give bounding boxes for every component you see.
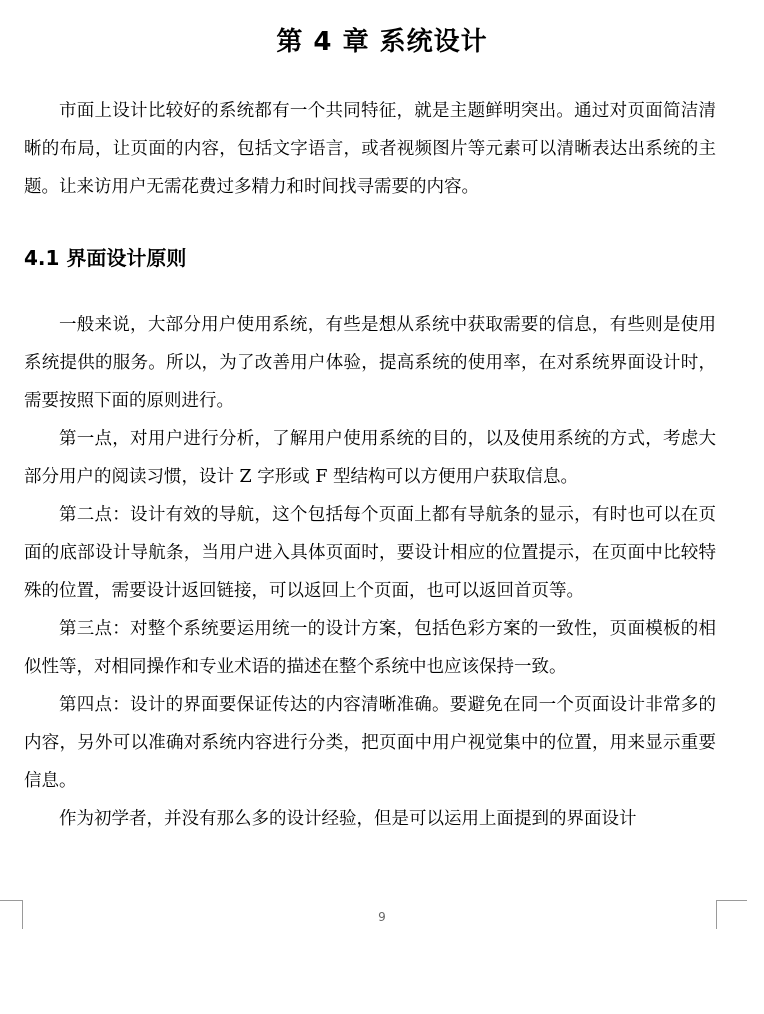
body-paragraph: 第三点：对整个系统要运用统一的设计方案，包括色彩方案的一致性，页面模板的相似性等，对相同操作和专业术语的描述在整个系统中也应该保持一致。 — [24, 619, 716, 677]
page-number: 9 — [378, 910, 386, 924]
body-paragraph: 一般来说，大部分用户使用系统，有些是想从系统中获取需要的信息，有些则是使用系统提供的服务。所以，为了改善用户体验，提高系统的使用率，在对系统界面设计时，需要按照下面的原则进行。 — [24, 315, 716, 411]
body-paragraph: 第四点：设计的界面要保证传达的内容清晰准确。要避免在同一个页面设计非常多的内容，另外可以准确对系统内容进行分类，把页面中用户视觉集中的位置，用来显示重要信息。 — [24, 695, 716, 791]
section-heading: 4.1 界面设计原则 — [24, 246, 187, 270]
section-body — [24, 306, 716, 838]
body-paragraph: 作为初学者，并没有那么多的设计经验，但是可以运用上面提到的界面设计 — [59, 809, 637, 829]
body-paragraph: 第二点：设计有效的导航，这个包括每个页面上都有导航条的显示，有时也可以在页面的底部设计导航条，当用户进入具体页面时，要设计相应的位置提示，在页面中比较特殊的位置，需要设计返回链接，可以返回上个页面，也可以返回首页等。 — [24, 505, 716, 601]
chapter-title: 第 4 章 系统设计 — [276, 27, 488, 57]
intro-section — [24, 92, 716, 206]
intro-paragraph: 市面上设计比较好的系统都有一个共同特征，就是主题鲜明突出。通过对页面简洁清晰的布局，让页面的内容，包括文字语言，或者视频图片等元素可以清晰表达出系统的主题。让来访用户无需花费过多精力和时间找寻需要的内容。 — [24, 101, 716, 197]
body-paragraph: 第一点，对用户进行分析，了解用户使用系统的目的，以及使用系统的方式，考虑大部分用户的阅读习惯，设计 Z 字形或 F 型结构可以方便用户获取信息。 — [24, 429, 716, 487]
